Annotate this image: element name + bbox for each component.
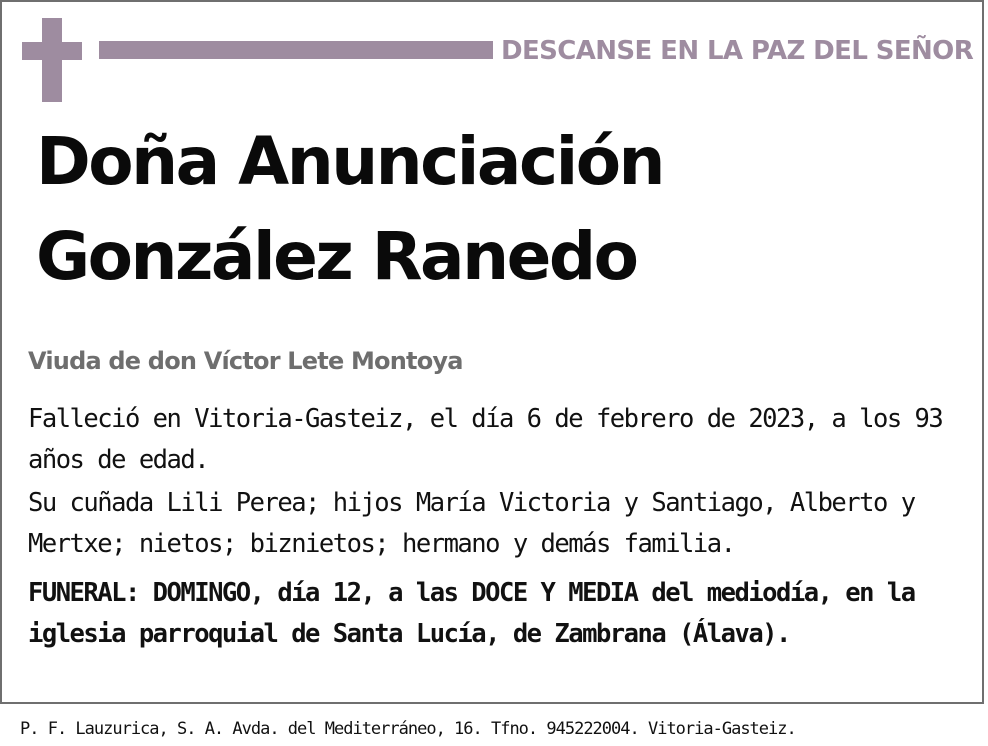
header-rule <box>99 41 493 59</box>
widow-of-line: Viuda de don Víctor Lete Montoya <box>28 347 463 375</box>
death-notice-paragraph: Falleció en Vitoria-Gasteiz, el día 6 de febrero de 2023, a los 93 años de edad. <box>28 404 943 475</box>
deceased-name <box>36 114 663 304</box>
cross-horizontal-bar <box>22 42 82 60</box>
rip-heading: DESCANSE EN LA PAZ DEL SEÑOR <box>501 36 974 66</box>
funeral-paragraph: FUNERAL: DOMINGO, día 12, a las DOCE Y MEDIA del mediodía, en la iglesia parroquial de Santa Lucía, de Zambrana (Álava). <box>28 578 915 649</box>
deceased-name-line1: Doña Anunciación <box>36 123 664 200</box>
deceased-name-line2: González Ranedo <box>36 218 637 295</box>
cross-icon <box>22 18 82 102</box>
cross-vertical-bar <box>42 18 62 102</box>
family-paragraph: Su cuñada Lili Perea; hijos María Victoria y Santiago, Alberto y Mertxe; nietos; biznietos; hermano y demás familia. <box>28 488 915 559</box>
funeral-home-footer: P. F. Lauzurica, S. A. Avda. del Mediterráneo, 16. Tfno. 945222004. Vitoria-Gasteiz. <box>20 719 796 739</box>
